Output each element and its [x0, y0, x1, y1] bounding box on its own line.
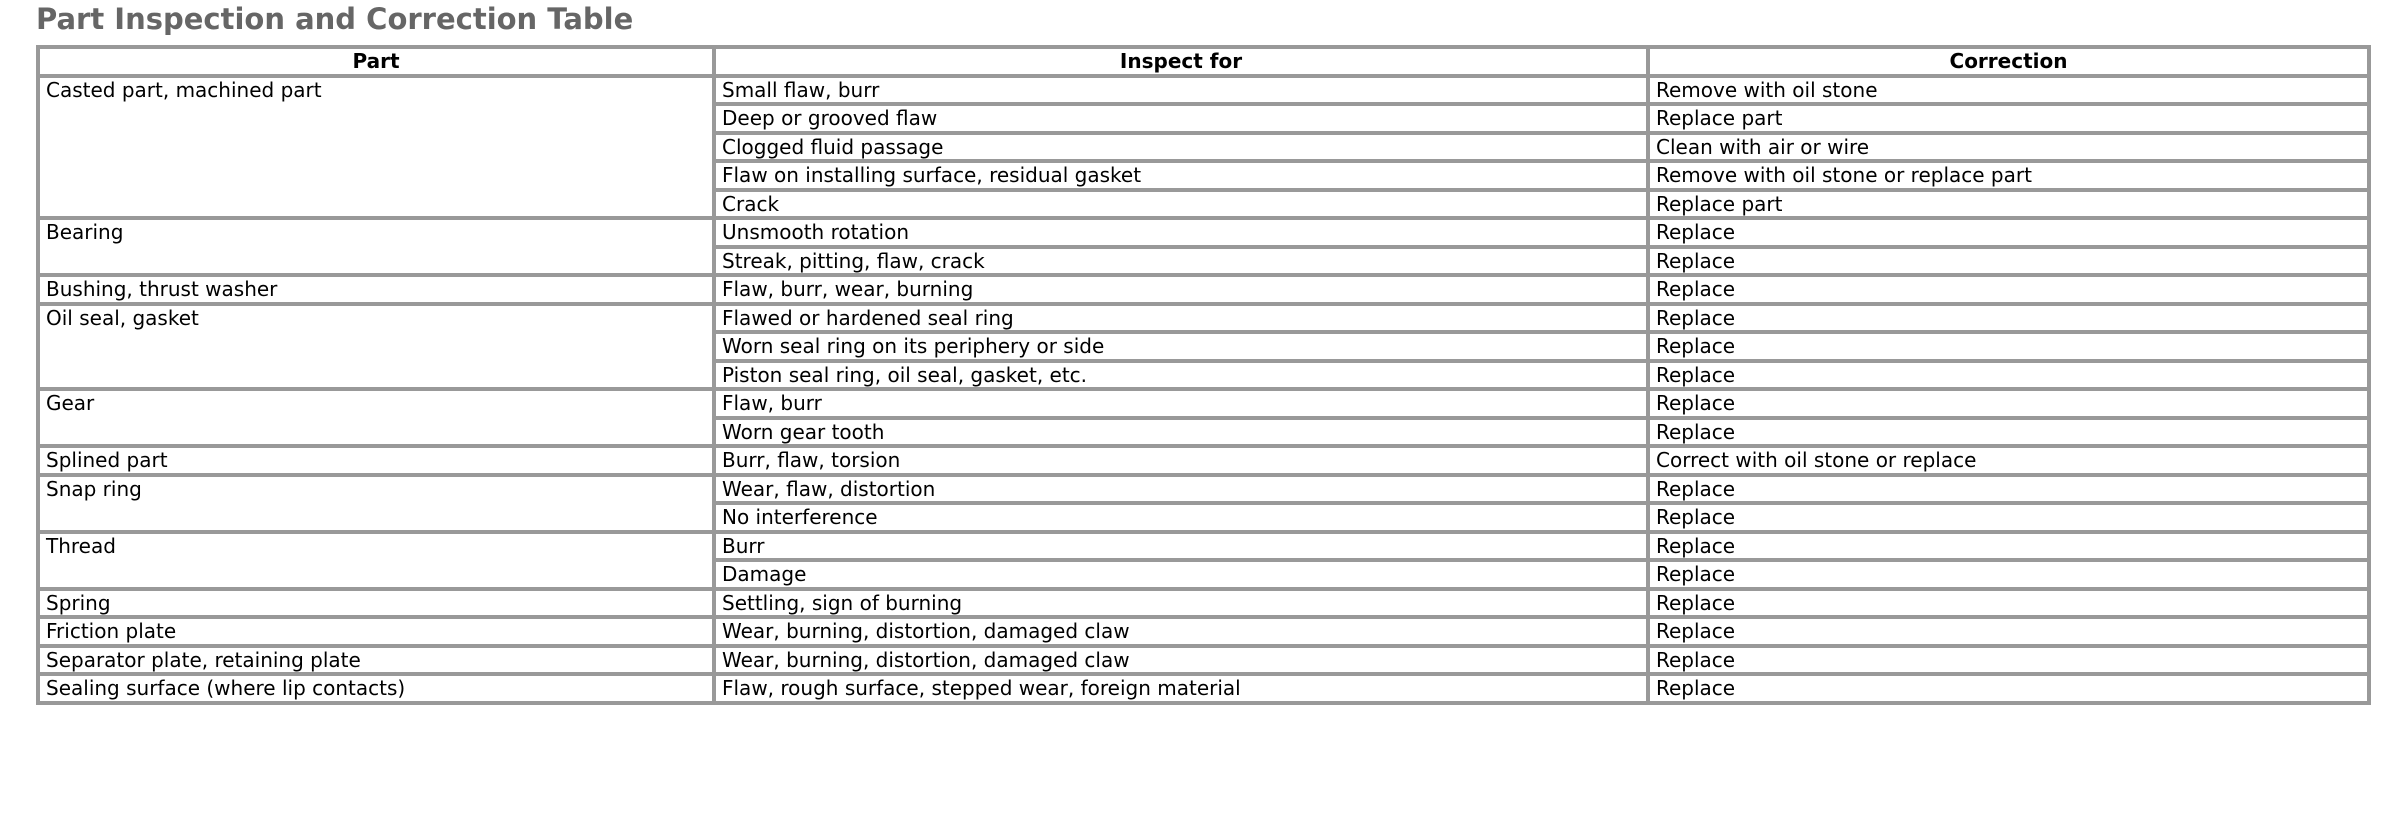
inspect-for-cell: Settling, sign of burning	[714, 589, 1648, 618]
column-header-inspect-for: Inspect for	[714, 47, 1648, 76]
correction-cell: Replace	[1648, 674, 2369, 703]
part-cell: Friction plate	[38, 617, 714, 646]
correction-cell: Clean with air or wire	[1648, 133, 2369, 162]
inspect-for-cell: Clogged fluid passage	[714, 133, 1648, 162]
correction-cell: Replace	[1648, 361, 2369, 390]
inspect-for-cell: Wear, burning, distortion, damaged claw	[714, 617, 1648, 646]
correction-cell: Remove with oil stone or replace part	[1648, 161, 2369, 190]
table-body	[38, 76, 2369, 703]
part-cell: Oil seal, gasket	[38, 304, 714, 390]
correction-cell: Replace	[1648, 218, 2369, 247]
correction-cell: Replace	[1648, 503, 2369, 532]
table-row	[38, 275, 2369, 304]
part-cell: Thread	[38, 532, 714, 589]
part-cell: Sealing surface (where lip contacts)	[38, 674, 714, 703]
inspect-for-cell: Wear, flaw, distortion	[714, 475, 1648, 504]
table-row	[38, 532, 2369, 561]
correction-cell: Replace	[1648, 560, 2369, 589]
table-row	[38, 304, 2369, 333]
inspect-for-cell: Burr, flaw, torsion	[714, 446, 1648, 475]
inspect-for-cell: Flaw on installing surface, residual gasket	[714, 161, 1648, 190]
part-cell: Snap ring	[38, 475, 714, 532]
inspect-for-cell: Worn gear tooth	[714, 418, 1648, 447]
correction-cell: Replace	[1648, 617, 2369, 646]
inspect-for-cell: Flawed or hardened seal ring	[714, 304, 1648, 333]
part-cell: Bushing, thrust washer	[38, 275, 714, 304]
table-row	[38, 218, 2369, 247]
part-cell: Spring	[38, 589, 714, 618]
page-title: Part Inspection and Correction Table	[36, 2, 634, 36]
table-row	[38, 446, 2369, 475]
table-row	[38, 646, 2369, 675]
part-cell: Separator plate, retaining plate	[38, 646, 714, 675]
correction-cell: Replace	[1648, 589, 2369, 618]
correction-cell: Replace	[1648, 275, 2369, 304]
column-header-part: Part	[38, 47, 714, 76]
correction-cell: Correct with oil stone or replace	[1648, 446, 2369, 475]
table-row	[38, 475, 2369, 504]
inspect-for-cell: Unsmooth rotation	[714, 218, 1648, 247]
correction-cell: Replace	[1648, 332, 2369, 361]
inspect-for-cell: Wear, burning, distortion, damaged claw	[714, 646, 1648, 675]
inspect-for-cell: Deep or grooved flaw	[714, 104, 1648, 133]
correction-cell: Replace	[1648, 247, 2369, 276]
correction-cell: Replace part	[1648, 104, 2369, 133]
inspect-for-cell: Crack	[714, 190, 1648, 219]
part-cell: Casted part, machined part	[38, 76, 714, 219]
column-header-correction: Correction	[1648, 47, 2369, 76]
correction-cell: Replace part	[1648, 190, 2369, 219]
table-row	[38, 674, 2369, 703]
table-row	[38, 389, 2369, 418]
correction-cell: Replace	[1648, 532, 2369, 561]
part-cell: Splined part	[38, 446, 714, 475]
correction-cell: Replace	[1648, 646, 2369, 675]
inspect-for-cell: Small flaw, burr	[714, 76, 1648, 105]
table-row	[38, 589, 2369, 618]
inspection-table	[36, 45, 2371, 705]
part-cell: Gear	[38, 389, 714, 446]
table-row	[38, 76, 2369, 105]
inspect-for-cell: Flaw, burr, wear, burning	[714, 275, 1648, 304]
inspect-for-cell: Streak, pitting, flaw, crack	[714, 247, 1648, 276]
inspect-for-cell: Flaw, rough surface, stepped wear, foreign material	[714, 674, 1648, 703]
correction-cell: Replace	[1648, 418, 2369, 447]
inspect-for-cell: Worn seal ring on its periphery or side	[714, 332, 1648, 361]
inspect-for-cell: Burr	[714, 532, 1648, 561]
inspect-for-cell: Damage	[714, 560, 1648, 589]
correction-cell: Replace	[1648, 389, 2369, 418]
inspect-for-cell: Piston seal ring, oil seal, gasket, etc.	[714, 361, 1648, 390]
correction-cell: Replace	[1648, 304, 2369, 333]
part-cell: Bearing	[38, 218, 714, 275]
inspect-for-cell: No interference	[714, 503, 1648, 532]
correction-cell: Replace	[1648, 475, 2369, 504]
inspect-for-cell: Flaw, burr	[714, 389, 1648, 418]
correction-cell: Remove with oil stone	[1648, 76, 2369, 105]
table-row	[38, 617, 2369, 646]
header-row	[38, 47, 2369, 76]
